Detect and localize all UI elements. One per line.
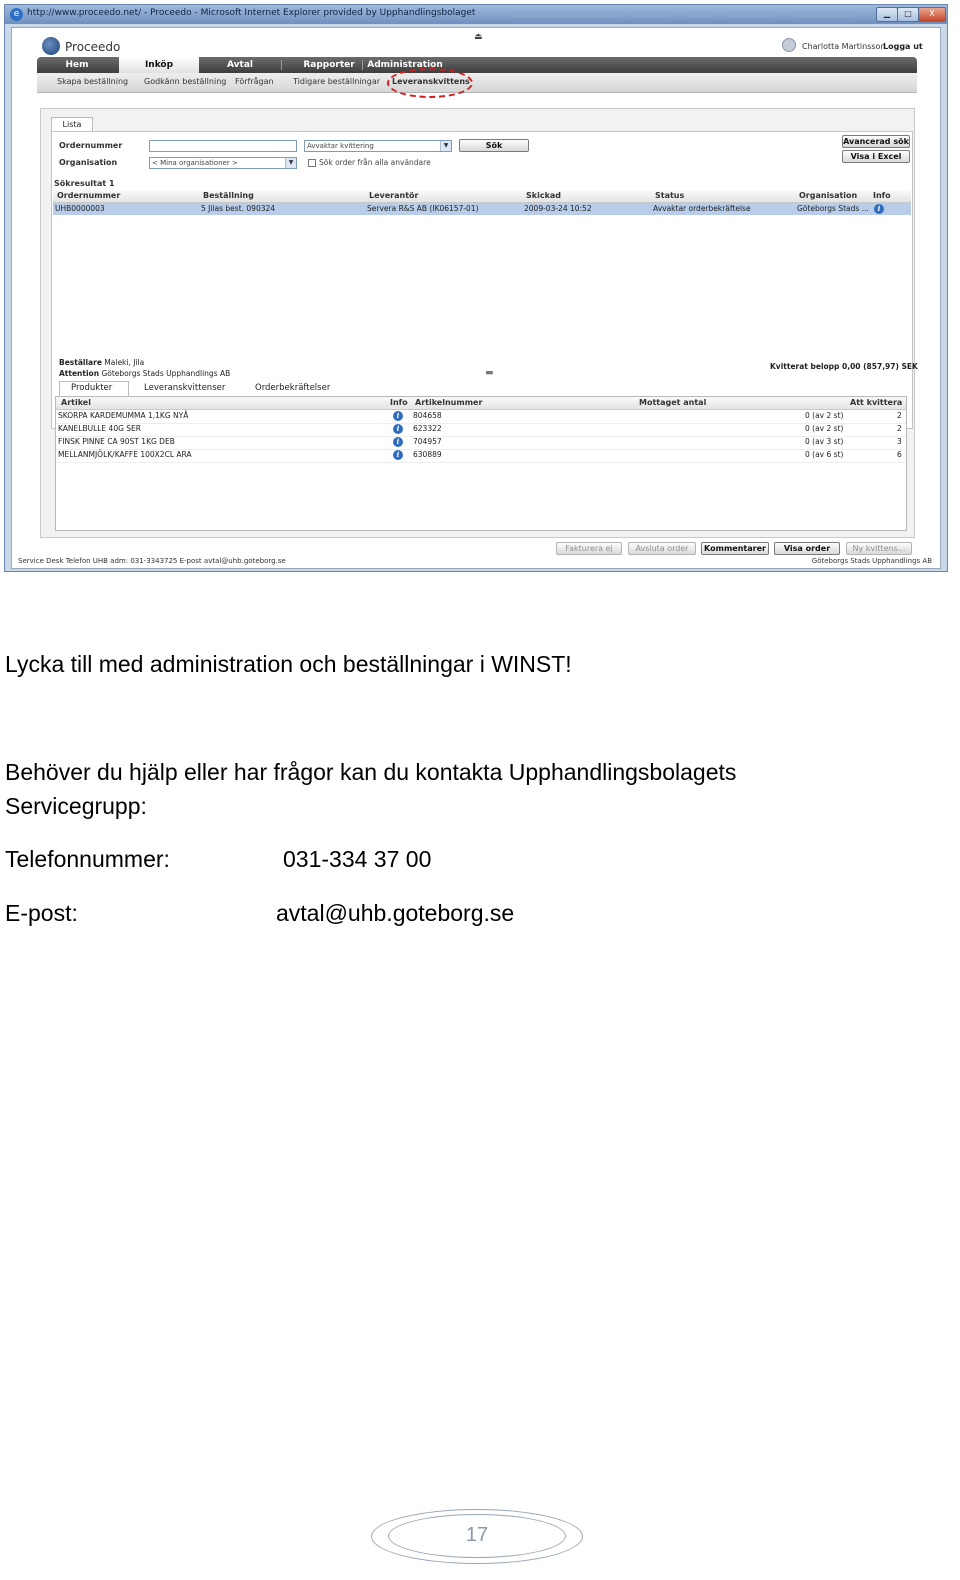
results-header-row [53,190,911,203]
logout-link[interactable]: Logga ut [883,42,923,51]
email-value: avtal@uhb.goteborg.se [276,900,515,926]
cell-leverantor: Servera R&S AB (IK06157-01) [367,204,479,213]
info-icon[interactable]: i [874,204,884,214]
col-leverantor[interactable]: Leverantör [369,191,419,200]
content-area [40,108,918,553]
blurred-taskbar-text [685,11,715,17]
nav-separator [281,60,282,70]
col-skickad[interactable]: Skickad [526,191,562,200]
organisation-select[interactable] [149,157,297,169]
col-artikel[interactable]: Artikel [61,398,91,407]
receipted-amount: Kvitterat belopp 0,00 (857,97) SEK [770,362,918,371]
footer-right: Göteborgs Stads Upphandlings AB [811,557,932,565]
page-number: 17 [465,1524,489,1546]
cell-mottaget: 0 (av 3 st) [805,437,844,446]
user-name: Charlotta Martinsson [802,42,886,51]
search-all-checkbox[interactable] [308,159,316,167]
subnav-tidigare[interactable]: Tidigare beställningar [293,77,381,86]
cell-att-kvittera: 2 [897,424,902,433]
tab-lista[interactable]: Lista [51,117,93,132]
orderer-label: Beställare [59,358,102,367]
info-icon[interactable]: i [393,424,403,434]
sub-nav [37,73,917,93]
col-info[interactable]: Info [873,191,891,200]
nav-hem[interactable]: Hem [65,60,89,70]
main-nav [37,57,917,73]
attention [59,369,230,378]
col-ordernummer[interactable]: Ordernummer [57,191,121,200]
orderer-value: Maleki, Jila [104,358,145,367]
ie-icon: e [10,8,23,21]
table-row[interactable] [53,203,911,215]
col-info[interactable]: Info [390,398,408,407]
nav-avtal[interactable]: Avtal [227,60,253,70]
col-bestallning[interactable]: Beställning [203,191,254,200]
cell-artikel: MELLANMJÖLK/KAFFE 100X2CL ARA [58,450,192,459]
info-icon[interactable]: i [393,411,403,421]
status-value: Avvaktar kvittering [307,142,374,150]
email-label: E-post: [5,900,78,926]
cell-status: Avvaktar orderbekräftelse [653,204,751,213]
subnav-leveranskvittens[interactable]: Leveranskvittens [392,77,470,86]
minimize-button[interactable]: ▁ [876,7,898,22]
search-button[interactable]: Sök [459,139,529,152]
maximize-button[interactable]: □ [897,7,919,22]
cell-ordernummer: UHB0000003 [55,204,105,213]
cell-organisation: Göteborgs Stads ... [797,204,869,213]
close-button[interactable]: X [918,7,946,22]
tab-orderbekraftelser[interactable]: Orderbekräftelser [255,383,331,393]
logo-text: Proceedo [65,40,121,54]
table-row[interactable] [56,423,906,437]
organisation-value: < Mina organisationer > [152,159,238,167]
nav-separator [362,60,363,70]
browser-title: http://www.proceedo.net/ - Proceedo - Microsoft Internet Explorer provided by Upphandlingsbolaget [27,8,476,18]
organisation-label: Organisation [59,158,118,167]
blurred-taskbar-text [630,11,670,17]
col-att-kvittera[interactable]: Att kvittera [850,398,903,407]
welcome-text: Lycka till med administration och beställningar i WINST! [5,651,572,677]
cell-mottaget: 0 (av 2 st) [805,424,844,433]
chevron-down-icon: ▼ [440,141,451,151]
attention-label: Attention [59,369,100,378]
order-number-label: Ordernummer [59,141,123,150]
fakturera-ej-button[interactable]: Fakturera ej [556,542,622,555]
cell-artikelnummer: 804658 [413,411,442,420]
advanced-search-button[interactable]: Avancerad sök [843,137,909,146]
cell-artikel: KANELBULLE 40G SER [58,424,142,433]
visa-order-button[interactable]: Visa order [774,542,840,555]
search-all-label: Sök order från alla användare [319,158,431,167]
products-panel [55,396,907,531]
col-mottaget[interactable]: Mottaget antal [639,398,707,407]
user-icon [782,38,796,52]
footer-left: Service Desk Telefon UHB adm: 031-3343725 E-post avtal@uhb.goteborg.se [18,557,286,565]
result-count: Sökresultat 1 [54,179,115,188]
orderer [59,358,144,367]
excel-button[interactable]: Visa i Excel [842,150,910,163]
cell-bestallning: 5 Jilas best. 090324 [201,204,276,213]
tab-leveranskvittenser[interactable]: Leveranskvittenser [144,383,226,393]
help-text-line-1: Behöver du hjälp eller har frågor kan du kontakta Upphandlingsbolagets [5,759,737,785]
phone-label: Telefonnummer: [5,846,170,872]
app-footer [12,553,940,569]
cell-skickad: 2009-03-24 10:52 [524,204,592,213]
highlight-circle [387,68,473,98]
cell-att-kvittera: 2 [897,411,902,420]
attention-value: Göteborgs Stads Upphandlings AB [101,369,231,378]
tab-produkter[interactable]: Produkter [71,383,113,393]
info-icon[interactable]: i [393,437,403,447]
cell-artikel: SKORPA KARDEMUMMA 1,1KG NYÅ [58,411,189,420]
blurred-taskbar-text [510,11,620,17]
status-select[interactable] [304,140,452,152]
collapse-arrow-icon[interactable]: ⏏ [474,32,483,42]
cell-mottaget: 0 (av 2 st) [805,411,844,420]
help-text-line-2: Servicegrupp: [5,793,147,819]
table-row[interactable] [56,436,906,450]
avsluta-order-button[interactable]: Avsluta order [628,542,696,555]
col-artikelnummer[interactable]: Artikelnummer [415,398,483,407]
ny-kvittens-button[interactable]: Ny kvittens... [846,542,912,555]
subnav-forfragan[interactable]: Förfrågan [235,77,274,86]
cell-artikelnummer: 630889 [413,450,442,459]
embedded-screenshot [4,4,948,572]
info-icon[interactable]: i [393,450,403,460]
cell-artikelnummer: 623322 [413,424,442,433]
chevron-down-icon: ▼ [285,158,296,168]
cell-att-kvittera: 3 [897,437,902,446]
cell-artikel: FINSK PINNE CA 90ST 1KG DEB [58,437,175,446]
cell-att-kvittera: 6 [897,450,902,459]
proceedo-app [11,27,941,569]
cell-artikelnummer: 704957 [413,437,442,446]
subnav-godkann[interactable]: Godkänn beställning [144,77,227,86]
splitter-handle-icon[interactable]: ▬ [485,368,494,378]
blurred-taskbar-text [795,11,855,17]
col-organisation[interactable]: Organisation [799,191,858,200]
nav-administration[interactable]: Administration [367,60,443,70]
order-number-input[interactable] [149,140,297,152]
phone-value: 031-334 37 00 [283,846,432,872]
nav-rapporter[interactable]: Rapporter [303,60,355,70]
col-status[interactable]: Status [655,191,685,200]
proceedo-logo-icon [42,37,60,55]
browser-title-bar [5,5,947,24]
blurred-taskbar-text [725,11,775,17]
kommentarer-button[interactable]: Kommentarer [701,542,769,555]
nav-inkop[interactable]: Inköp [119,57,199,73]
cell-mottaget: 0 (av 6 st) [805,450,844,459]
subnav-skapa[interactable]: Skapa beställning [57,77,129,86]
